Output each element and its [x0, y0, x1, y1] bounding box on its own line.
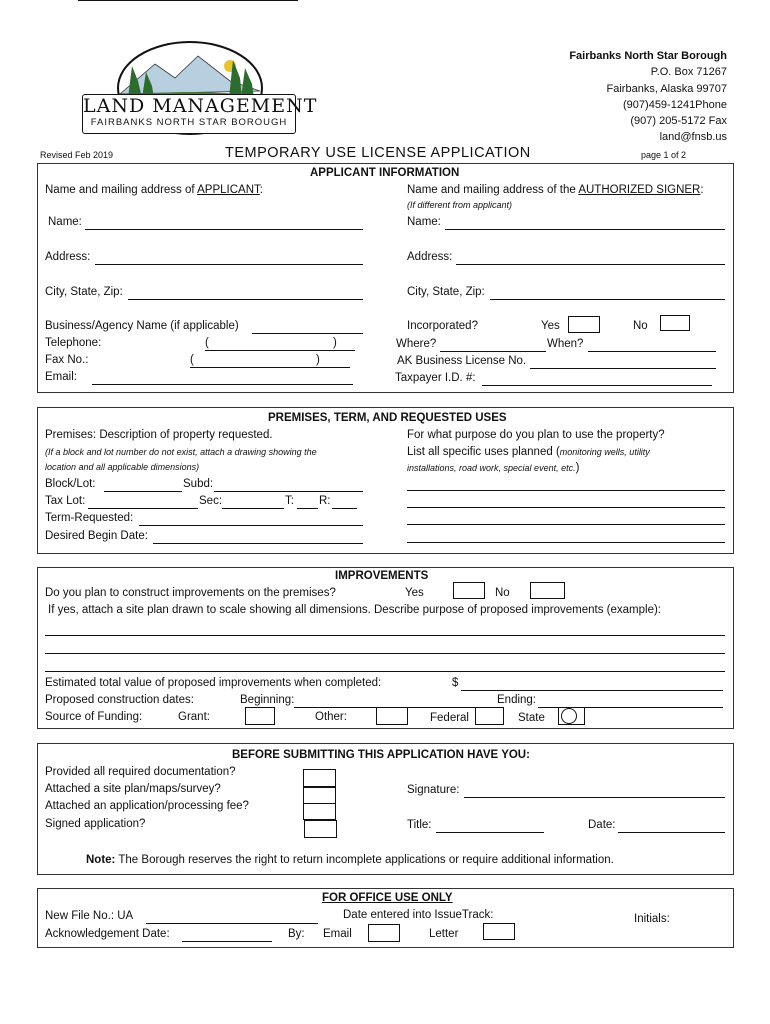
where-label: Where? [396, 338, 437, 350]
begin-date-label: Desired Begin Date: [45, 530, 148, 542]
page-title: TEMPORARY USE LICENSE APPLICATION [225, 145, 531, 161]
term-field[interactable] [139, 525, 363, 526]
ak-license-label: AK Business License No. [397, 355, 527, 367]
other-label: Other: [315, 711, 347, 723]
incorporated-yes-label: Yes [541, 320, 560, 332]
taxlot-field[interactable] [88, 508, 198, 509]
email-field[interactable] [92, 384, 353, 385]
signer-label [407, 184, 704, 196]
incorporated-yes-checkbox[interactable] [568, 316, 600, 333]
incorporated-no-label: No [633, 320, 648, 332]
applicant-section [37, 163, 734, 393]
t-label: T: [285, 495, 294, 507]
uses-label [407, 446, 650, 458]
begin-date-field[interactable] [153, 543, 363, 544]
subd-field[interactable] [214, 491, 363, 492]
org-address [569, 48, 727, 146]
beginning-label: Beginning: [240, 694, 295, 706]
when-label: When? [547, 338, 584, 350]
org-fax: (907) 205-5172 Fax [630, 115, 727, 128]
telephone-paren-close: ) [333, 337, 337, 349]
signer-label-underlined: AUTHORIZED SIGNER [578, 184, 701, 196]
improvements-line-1[interactable] [45, 635, 725, 636]
grant-checkbox[interactable] [245, 707, 275, 725]
state-label: State [518, 712, 545, 724]
uses-line-1[interactable] [407, 490, 725, 491]
signer-address-label: Address: [407, 251, 453, 263]
signature-label: Signature: [407, 784, 460, 796]
fee-checkbox[interactable] [303, 803, 336, 820]
checklist-heading: BEFORE SUBMITTING THIS APPLICATION HAVE YOU: [232, 749, 530, 761]
uses-label-examples-2: installations, road work, special event, etc. [407, 463, 576, 473]
premises-note-1: (If a block and lot number do not exist, attach a drawing showing the [45, 447, 317, 457]
funding-label: Source of Funding: [45, 711, 143, 723]
applicant-name-label: Name: [48, 216, 82, 228]
date-label: Date: [588, 819, 616, 831]
fax-label: Fax No.: [45, 354, 89, 366]
value-label: Estimated total value of proposed improvements when completed: [45, 677, 382, 689]
when-field[interactable] [588, 351, 716, 352]
applicant-label-suffix: : [259, 184, 263, 196]
initials-label: Initials: [634, 913, 670, 925]
block-field[interactable] [104, 491, 182, 492]
other-checkbox[interactable] [376, 707, 408, 725]
signer-csz-label: City, State, Zip: [407, 286, 485, 298]
applicant-csz-field[interactable] [128, 299, 363, 300]
purpose-label: For what purpose do you plan to use the property? [407, 429, 665, 441]
improvements-yes-checkbox[interactable] [453, 582, 485, 599]
applicant-heading: APPLICANT INFORMATION [310, 167, 460, 179]
applicant-name-field[interactable] [85, 229, 363, 230]
value-field[interactable] [461, 690, 723, 691]
org-name: Fairbanks North Star Borough [569, 50, 727, 62]
applicant-label-underlined: APPLICANT [197, 184, 260, 196]
applicant-label [45, 184, 263, 196]
date-field[interactable] [618, 832, 725, 833]
note-line [86, 854, 614, 866]
ending-label: Ending: [497, 694, 537, 706]
fax-paren-open: ( [190, 354, 194, 366]
date-entered-label: Date entered into IssueTrack: [343, 909, 494, 921]
checklist-item-fee: Attached an application/processing fee? [45, 800, 249, 812]
r-field[interactable] [332, 508, 357, 509]
block-label: Block/Lot: [45, 478, 96, 490]
federal-checkbox[interactable] [475, 707, 504, 725]
office-heading: FOR OFFICE USE ONLY [322, 892, 453, 904]
uses-label-line-2 [407, 462, 579, 474]
email-label: Email: [45, 371, 77, 383]
signer-name-label: Name: [407, 216, 441, 228]
sec-field[interactable] [222, 508, 284, 509]
improvements-line-3[interactable] [45, 671, 725, 672]
org-email: land@fnsb.us [659, 131, 727, 144]
uses-line-2[interactable] [407, 507, 725, 508]
applicant-label-prefix: Name and mailing address of [45, 184, 198, 196]
top-rule [78, 0, 298, 1]
improvements-no-checkbox[interactable] [530, 582, 565, 599]
new-file-label: New File No.: UA [45, 910, 134, 922]
improvements-question: Do you plan to construct improvements on the premises? [45, 587, 336, 599]
uses-label-text: List all specific uses planned ( [407, 446, 560, 458]
telephone-paren-open: ( [205, 337, 209, 349]
letter-option-label: Letter [429, 928, 459, 940]
improvements-no-label: No [495, 587, 510, 599]
incorporated-label: Incorporated? [407, 320, 478, 332]
signed-checkbox[interactable] [304, 820, 337, 838]
org-phone: (907)459-1241Phone [623, 98, 727, 111]
incorporated-no-checkbox[interactable] [660, 315, 690, 331]
improvements-line-2[interactable] [45, 653, 725, 654]
value-dollar: $ [452, 677, 459, 689]
org-box: P.O. Box 71267 [650, 66, 727, 79]
uses-line-3[interactable] [407, 524, 725, 525]
ack-date-label: Acknowledgement Date: [45, 928, 170, 940]
uses-label-close: ) [575, 462, 580, 474]
federal-label: Federal [430, 712, 469, 724]
premises-heading: PREMISES, TERM, AND REQUESTED USES [268, 412, 507, 424]
where-field[interactable] [440, 351, 546, 352]
fax-paren-close: ) [316, 354, 320, 366]
ak-license-field[interactable] [530, 368, 716, 369]
revised-date: Revised Feb 2019 [40, 150, 114, 160]
grant-label: Grant: [178, 711, 210, 723]
term-label: Term-Requested: [45, 512, 134, 524]
title-label: Title: [407, 819, 432, 831]
premises-note-2: location and all applicable dimensions) [45, 462, 200, 472]
telephone-field[interactable] [205, 350, 355, 351]
email-option-checkbox[interactable] [368, 924, 400, 942]
uses-label-examples: monitoring wells, utility [559, 447, 650, 457]
signer-address-field[interactable] [456, 264, 725, 265]
by-label: By: [288, 928, 305, 940]
logo-banner [82, 94, 318, 134]
ack-date-field[interactable] [182, 941, 272, 942]
email-option-label: Email [323, 928, 352, 940]
applicant-address-label: Address: [45, 251, 91, 263]
signer-csz-field[interactable] [490, 299, 725, 300]
signature-field[interactable] [464, 797, 725, 798]
state-circle-mark [561, 708, 577, 724]
improvements-heading: IMPROVEMENTS [335, 570, 429, 582]
construction-dates-label: Proposed construction dates: [45, 694, 194, 706]
checklist-item-signed: Signed application? [45, 818, 146, 830]
taxlot-label: Tax Lot: [45, 495, 86, 507]
improvements-yes-label: Yes [405, 587, 424, 599]
title-field[interactable] [436, 832, 544, 833]
taxpayer-label: Taxpayer I.D. #: [395, 372, 476, 384]
signer-name-field[interactable] [445, 229, 725, 230]
new-file-field[interactable] [146, 923, 318, 924]
checklist-item-documentation: Provided all required documentation? [45, 766, 236, 778]
org-city: Fairbanks, Alaska 99707 [606, 82, 727, 95]
business-label: Business/Agency Name (if applicable) [45, 320, 239, 332]
sec-label: Sec: [199, 495, 223, 507]
logo-title: LAND MANAGEMENT [83, 95, 318, 117]
premises-desc: Premises: Description of property requested. [45, 429, 273, 441]
r-label: R: [319, 495, 331, 507]
signer-label-suffix: : [700, 184, 704, 196]
page-number: page 1 of 2 [641, 150, 687, 160]
subd-label: Subd: [183, 478, 214, 490]
t-field[interactable] [297, 508, 318, 509]
improvements-attach-note: If yes, attach a site plan drawn to scale showing all dimensions. Describe purpose of proposed improvements (example): [48, 604, 661, 616]
checklist-item-site-plan: Attached a site plan/maps/survey? [45, 783, 221, 795]
taxpayer-field[interactable] [482, 385, 712, 386]
signer-label-prefix: Name and mailing address of the [407, 184, 579, 196]
uses-line-4[interactable] [407, 542, 725, 543]
letter-option-checkbox[interactable] [483, 923, 515, 940]
business-field[interactable] [252, 333, 363, 334]
applicant-address-field[interactable] [95, 264, 363, 265]
fax-field[interactable] [190, 367, 350, 368]
logo-subtitle: FAIRBANKS NORTH STAR BOROUGH [90, 117, 288, 128]
signer-note: (If different from applicant) [407, 200, 513, 210]
applicant-csz-label: City, State, Zip: [45, 286, 123, 298]
note-text: The Borough reserves the right to return incomplete applications or require additional information. [118, 854, 614, 866]
documentation-checkbox[interactable] [303, 769, 336, 787]
telephone-label: Telephone: [45, 337, 102, 349]
note-label: Note: [86, 854, 116, 866]
